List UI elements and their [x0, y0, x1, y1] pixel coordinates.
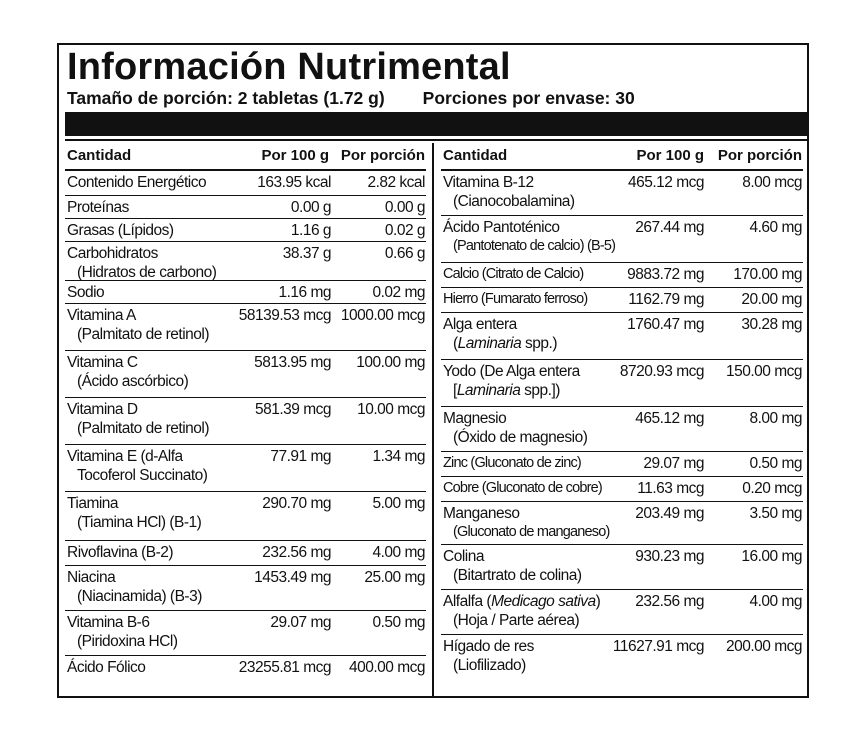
column-divider	[432, 143, 434, 696]
value-per-100g: 1760.47 mg	[627, 316, 704, 333]
nutrient-row	[65, 242, 426, 281]
nutrient-row	[65, 566, 426, 611]
nutrient-row	[65, 541, 426, 566]
value-per-100g: 465.12 mg	[635, 410, 704, 427]
nutrition-facts-panel	[57, 43, 809, 698]
nutrient-name: Zinc (Gluconato de zinc)	[443, 455, 581, 471]
nutrient-row	[65, 281, 426, 304]
nutrient-name: Tiamina	[67, 495, 119, 512]
value-per-serving: 400.00 mcg	[349, 659, 425, 676]
value-per-100g: 11.63 mcg	[637, 480, 704, 497]
nutrient-name: Vitamina D	[67, 401, 138, 418]
nutrient-row	[441, 216, 803, 263]
nutrient-source: (Óxido de magnesio)	[453, 429, 588, 446]
value-per-serving: 4.00 mg	[372, 544, 425, 561]
serving-info	[67, 87, 635, 109]
value-per-serving: 0.02 g	[384, 222, 425, 239]
nutrient-name: Colina	[443, 548, 484, 565]
nutrient-source: (Hidratos de carbono)	[77, 264, 217, 281]
value-per-100g: 232.56 mg	[262, 544, 331, 561]
value-per-100g: 8720.93 mcg	[619, 363, 704, 380]
nutrient-row	[65, 611, 426, 656]
value-per-100g: 5813.95 mg	[254, 354, 331, 371]
nutrient-source: (Palmitato de retinol)	[77, 326, 210, 343]
value-per-serving: 0.50 mg	[749, 455, 802, 472]
nutrient-name: Manganeso	[443, 505, 520, 522]
nutrient-name: Ácido Fólico	[67, 659, 146, 676]
value-per-100g: 1.16 mg	[278, 284, 331, 301]
nutrient-name-italic: Medicago sativa	[491, 593, 596, 610]
left-nutrient-column	[65, 143, 426, 683]
serving-size: Tamaño de porción: 2 tabletas (1.72 g)	[67, 88, 385, 108]
nutrient-name: Yodo (De Alga entera	[443, 363, 580, 380]
value-per-100g: 1453.49 mg	[254, 569, 331, 586]
value-per-serving: 1.34 mg	[372, 448, 425, 465]
value-per-serving: 0.20 mcg	[742, 480, 802, 497]
value-per-serving: 3.50 mg	[749, 505, 802, 522]
nutrient-row	[441, 545, 803, 590]
nutrient-name: Cobre (Gluconato de cobre)	[443, 480, 602, 496]
nutrient-row	[441, 263, 803, 288]
header-per-100g: Por 100 g	[636, 147, 704, 164]
value-per-100g: 581.39 mcg	[255, 401, 331, 418]
nutrient-source: (Cianocobalamina)	[453, 193, 575, 210]
nutrient-name-part: Alfalfa (	[443, 593, 492, 610]
value-per-100g: 930.23 mg	[635, 548, 704, 565]
nutrient-row	[65, 171, 426, 196]
value-per-100g: 11627.91 mcg	[612, 638, 704, 655]
value-per-100g: 0.00 g	[290, 199, 331, 216]
header-amount: Cantidad	[67, 147, 132, 164]
value-per-serving: 100.00 mg	[356, 354, 425, 371]
header-amount: Cantidad	[443, 147, 508, 164]
nutrient-name: Grasas (Lípidos)	[67, 222, 174, 239]
value-per-serving: 10.00 mcg	[357, 401, 425, 418]
nutrient-source: (Liofilizado)	[453, 657, 526, 674]
value-per-serving: 5.00 mg	[372, 495, 425, 512]
right-rows	[441, 171, 803, 678]
nutrient-row	[65, 196, 426, 219]
header-per-serving: Por porción	[340, 147, 425, 164]
nutrient-row	[441, 635, 803, 678]
value-per-100g: 163.95 kcal	[257, 174, 331, 191]
nutrient-name-part: )	[595, 593, 601, 610]
nutrient-row	[441, 502, 803, 545]
value-per-serving: 4.00 mg	[749, 593, 802, 610]
nutrient-source-part: [	[453, 382, 457, 399]
value-per-serving: 0.02 mg	[372, 284, 425, 301]
nutrient-name: Niacina	[67, 569, 116, 586]
nutrient-row	[441, 360, 803, 407]
value-per-100g: 290.70 mg	[262, 495, 331, 512]
nutrient-name: Vitamina A	[67, 307, 136, 324]
nutrient-name: Hígado de res	[443, 638, 534, 655]
value-per-100g: 77.91 mg	[270, 448, 331, 465]
value-per-100g: 23255.81 mcg	[238, 659, 331, 676]
header-per-100g: Por 100 g	[261, 147, 329, 164]
value-per-serving: 4.60 mg	[749, 219, 802, 236]
nutrient-name: Vitamina B-6	[67, 614, 150, 631]
nutrient-source: (Gluconato de manganeso)	[453, 524, 610, 540]
nutrient-source-italic: Laminaria	[456, 382, 521, 399]
column-header	[65, 143, 426, 171]
nutrient-source	[453, 381, 560, 400]
nutrient-source: (Palmitato de retinol)	[77, 420, 210, 437]
nutrient-row	[441, 288, 803, 313]
value-per-serving: 0.50 mg	[372, 614, 425, 631]
nutrient-row	[65, 398, 426, 445]
nutrient-source: (Ácido ascórbico)	[77, 373, 189, 390]
nutrient-name: Magnesio	[443, 410, 507, 427]
value-per-serving: 150.00 mcg	[726, 363, 802, 380]
nutrient-name: Alga entera	[443, 316, 517, 333]
value-per-serving: 0.00 g	[384, 199, 425, 216]
nutrient-row	[441, 171, 803, 216]
nutrient-name: Proteínas	[67, 199, 129, 216]
nutrient-source-part: (	[453, 335, 458, 352]
value-per-100g: 232.56 mg	[635, 593, 704, 610]
value-per-100g: 38.37 g	[282, 245, 331, 262]
left-rows	[65, 171, 426, 683]
nutrient-name: Ácido Pantoténico	[443, 219, 560, 236]
nutrient-name: Carbohidratos	[67, 245, 158, 262]
nutrient-row	[441, 477, 803, 502]
nutrient-row	[65, 445, 426, 492]
nutrient-row	[65, 351, 426, 398]
value-per-100g: 29.07 mg	[270, 614, 331, 631]
value-per-serving: 170.00 mg	[733, 266, 802, 283]
value-per-serving: 200.00 mcg	[726, 638, 802, 655]
nutrient-source: (Niacinamida) (B-3)	[77, 588, 202, 605]
nutrient-source-italic: Laminaria	[457, 335, 522, 352]
nutrient-source: Tocoferol Succinato)	[77, 467, 208, 484]
nutrient-row	[441, 407, 803, 452]
nutrient-name: Sodio	[67, 284, 105, 301]
nutrient-source-part: spp.])	[520, 382, 560, 399]
nutrient-name: Rivoflavina (B-2)	[67, 544, 174, 561]
nutrient-name	[443, 592, 600, 611]
nutrient-name: Contenido Energético	[67, 174, 207, 191]
nutrient-source: (Tiamina HCl) (B-1)	[77, 514, 202, 531]
nutrient-source: (Piridoxina HCl)	[77, 633, 178, 650]
nutrient-name: Vitamina B-12	[443, 174, 534, 191]
value-per-100g: 1.16 g	[290, 222, 331, 239]
right-nutrient-column	[441, 143, 803, 678]
panel-title: Información Nutrimental	[67, 46, 511, 88]
value-per-serving: 8.00 mg	[749, 410, 802, 427]
value-per-serving: 2.82 kcal	[367, 174, 425, 191]
value-per-100g: 9883.72 mg	[627, 266, 704, 283]
nutrient-row	[65, 656, 426, 683]
nutrient-name: Vitamina E (d-Alfa	[67, 448, 183, 465]
value-per-serving: 25.00 mg	[364, 569, 425, 586]
value-per-100g: 203.49 mg	[635, 505, 704, 522]
nutrient-source	[453, 334, 557, 353]
header-black-bar	[65, 112, 807, 136]
value-per-100g: 1162.79 mg	[628, 291, 704, 308]
value-per-100g: 58139.53 mcg	[238, 307, 331, 324]
nutrient-source: (Pantotenato de calcio) (B-5)	[453, 238, 616, 254]
nutrient-source: (Hoja / Parte aérea)	[453, 612, 580, 629]
nutrient-row	[441, 313, 803, 360]
nutrient-source-part: spp.)	[521, 335, 557, 352]
header-rule	[65, 139, 807, 141]
nutrient-name: Calcio (Citrato de Calcio)	[443, 266, 584, 282]
value-per-serving: 16.00 mg	[741, 548, 802, 565]
value-per-100g: 465.12 mcg	[628, 174, 704, 191]
value-per-serving: 0.66 g	[384, 245, 425, 262]
value-per-serving: 8.00 mcg	[742, 174, 802, 191]
nutrient-row	[441, 590, 803, 635]
servings-per-container: Porciones por envase: 30	[422, 88, 635, 108]
header-per-serving: Por porción	[717, 147, 802, 164]
value-per-100g: 267.44 mg	[635, 219, 704, 236]
value-per-serving: 20.00 mg	[741, 291, 802, 308]
nutrient-name: Vitamina C	[67, 354, 138, 371]
nutrient-row	[65, 304, 426, 351]
nutrient-row	[65, 219, 426, 242]
nutrient-row	[65, 492, 426, 541]
column-header	[441, 143, 803, 171]
nutrient-row	[441, 452, 803, 477]
value-per-serving: 1000.00 mcg	[340, 307, 425, 324]
value-per-100g: 29.07 mg	[643, 455, 704, 472]
nutrient-name: Hierro (Fumarato ferroso)	[443, 291, 588, 307]
nutrient-source: (Bitartrato de colina)	[453, 567, 582, 584]
value-per-serving: 30.28 mg	[741, 316, 802, 333]
